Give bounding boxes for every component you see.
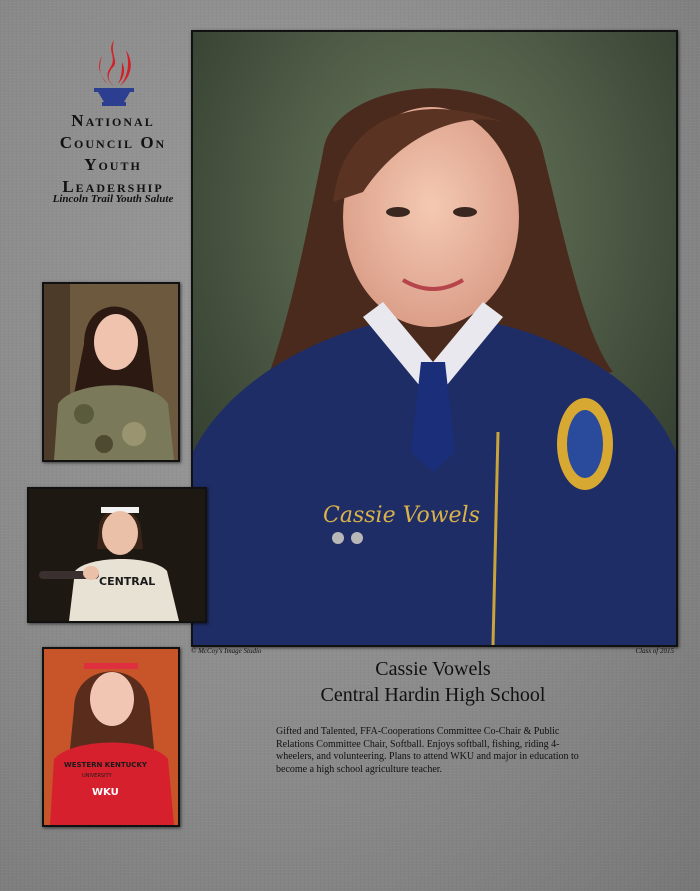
torch-flame-icon — [88, 36, 140, 108]
shirt-central-text: CENTRAL — [99, 575, 156, 588]
camo-photo — [42, 282, 180, 462]
shirt-university-text: UNIVERSITY — [82, 773, 112, 779]
shirt-western-kentucky-text: WESTERN KENTUCKY — [64, 761, 147, 769]
class-year: Class of 2015 — [635, 647, 674, 655]
main-portrait-photo — [191, 30, 678, 647]
wku-photo — [42, 647, 180, 827]
jacket-name-embroidery: Cassie Vowels — [323, 503, 480, 528]
student-name: Cassie Vowels — [375, 658, 491, 680]
photo-credit: © McCoy's Image Studio — [191, 647, 262, 655]
org-line-4: Leadership — [62, 177, 164, 196]
student-bio: Gifted and Talented, FFA-Cooperations Committee Co-Chair & Public Relations Committee Chair, Softball. Enjoys softball, fishing, riding 4-wheelers, and volunteering. Plans to attend WKU and major in education to become a high school agriculture teacher. — [276, 726, 579, 775]
organization-name — [28, 110, 198, 198]
org-line-2: Council On — [59, 133, 167, 152]
org-line-1: National — [71, 111, 155, 130]
event-subtitle: Lincoln Trail Youth Salute — [52, 193, 174, 205]
student-school: Central Hardin High School — [320, 684, 546, 706]
softball-photo — [27, 487, 207, 623]
shirt-wku-logo-text: WKU — [92, 787, 119, 798]
org-line-3: Youth — [84, 155, 142, 174]
